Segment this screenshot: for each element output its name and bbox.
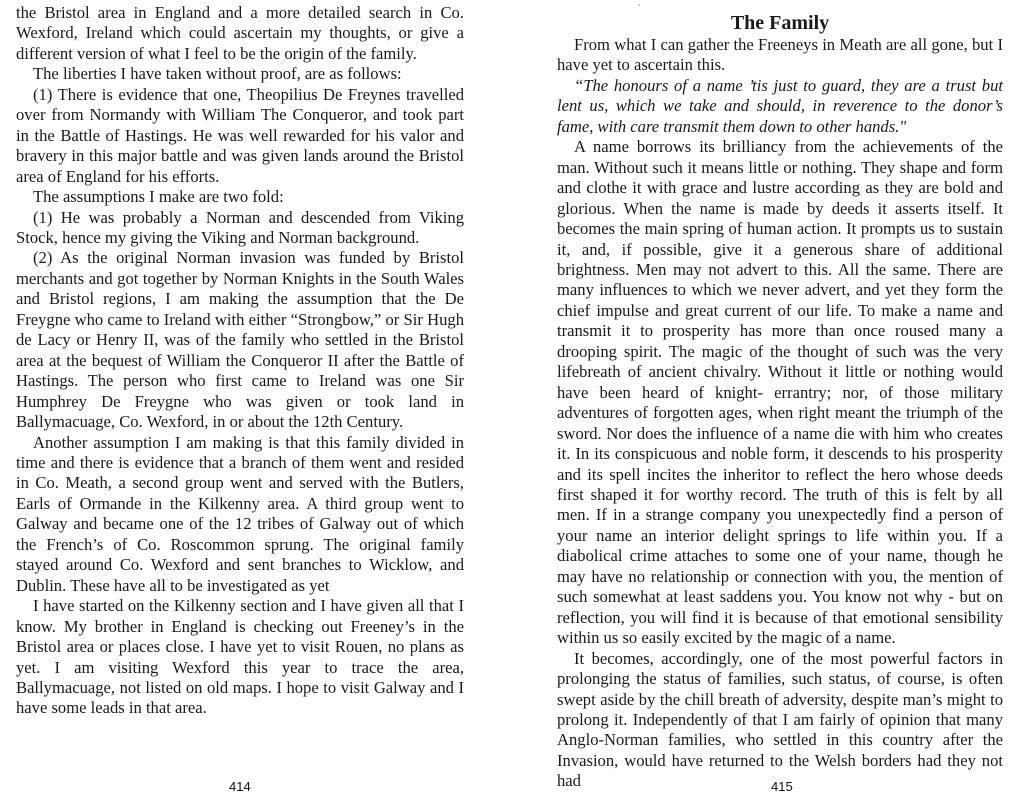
paragraph: (2) As the original Norman invasion was funded by Bristol merchants and got together by Norman Knights in the South Wales and Bristol regions, I am making the assumption that the De Freygne who came to Ireland with either “Strongbow,” or Sir Hugh de Lacy or Henry II, was of the family who settled in the Bristol area at the bequest of William the Conqueror II after the Battle of Hastings. The person who first came to Ireland was one Sir Humphrey De Freygne who was given or took land in Ballymacuage, Co. Wexford, in or about the 12th Century. xyxy=(16,248,464,432)
page-number-right: 415 xyxy=(771,779,793,794)
left-page xyxy=(16,3,464,719)
paragraph: From what I can gather the Freeneys in Meath are all gone, but I have yet to ascertain this. xyxy=(557,35,1003,75)
section-heading: The Family xyxy=(730,12,830,34)
paragraph: (1) There is evidence that one, Theopilius De Freynes travelled over from Normandy with William The Conqueror, and took part in the Battle of Hastings. He was well rewarded for his valor and bravery in this major battle and was given lands around the Bristol area of England for his efforts. xyxy=(16,84,464,186)
paragraph: It becomes, accordingly, one of the most powerful factors in prolonging the status of families, such status, of course, is often swept aside by the chill breath of adversity, despite man’s might to prolong it. Independently of that I am fairly of opinion that many Anglo-Norman families, who settled in this country after the Invasion, would have returned to the Welsh borders had they not had xyxy=(557,648,1003,791)
paragraph: The assumptions I make are two fold: xyxy=(33,187,284,207)
paragraph: I have started on the Kilkenny section and I have given all that I know. My brother in England is checking out Freeney’s in the Bristol area or places close. I have yet to visit Rouen, no plans as yet. I am visiting Wexford this year to trace the area, Ballymacuage, not listed on old maps. I hope to visit Galway and I have some leads in that area. xyxy=(16,596,464,718)
paragraph: the Bristol area in England and a more detailed search in Co. Wexford, Ireland which could ascertain my thoughts, or give a different version of what I feel to be the origin of the family. xyxy=(16,3,464,63)
page-number-left: 414 xyxy=(229,779,251,794)
right-page xyxy=(557,12,1003,792)
quote-paragraph: “The honours of a name ’tis just to guard, they are a trust but lent us, which we take and should, in reverence to the donor’s fame, with care transmit them down to other hands." xyxy=(557,75,1003,136)
paragraph: The liberties I have taken without proof, are as follows: xyxy=(33,64,402,84)
paragraph: A name borrows its brilliancy from the achievements of the man. Without such it means little or nothing. They shape and form and clothe it with grace and lustre according as they are bold and glorious. When the name is made by deeds it asserts itself. It becomes the main spring of human action. It prompts us to sustain it, and, if possible, give it a generous share of additional brightness. Men may not advert to this. All the same. There are many influences to which we never advert, and yet they form the chief impulse and great current of our life. To make a name and transmit it to prosperity has more than once roused many a drooping spirit. The magic of the thought of such was the very lifebreath of ancient chivalry. Without it little or nothing would have been heard of knight- errantry; nor, of those military adventures of forgotten ages, when right meant the triumph of the sword. Nor does the influence of a name die with him who creates it. In its conspicuous and noble form, it descends to his prosperity and its spell incites the inheritor to reflect the hero whose deeds first shaped it for worthy record. The truth of this is felt by all men. If in a strange company you unexpectedly find a person of your name an interior delight springs to life within you. If a diabolical crime attaches to some one of your name, though he may have no relationship or connection with you, the mention of such somewhat at least saddens you. You know not why - but on reflection, you will find it is because of that emotional sensibility within us so easily excited by the magic of a name. xyxy=(557,137,1003,648)
paragraph: Another assumption I am making is that this family divided in time and there is evidence that a branch of them went and resided in Co. Meath, a second group went and served with the Butlers, Earls of Ormande in the Kilkenny area. A third group went to Galway and became one of the 12 tribes of Galway out of which the French’s of Co. Roscommon sprung. The original family stayed around Co. Wexford and sent branches to Wicklow, and Dublin. These have all to be investigated as yet xyxy=(16,432,464,595)
scan-speck xyxy=(638,4,640,6)
paragraph: (1) He was probably a Norman and descended from Viking Stock, hence my giving the Viking and Norman background. xyxy=(16,207,464,247)
